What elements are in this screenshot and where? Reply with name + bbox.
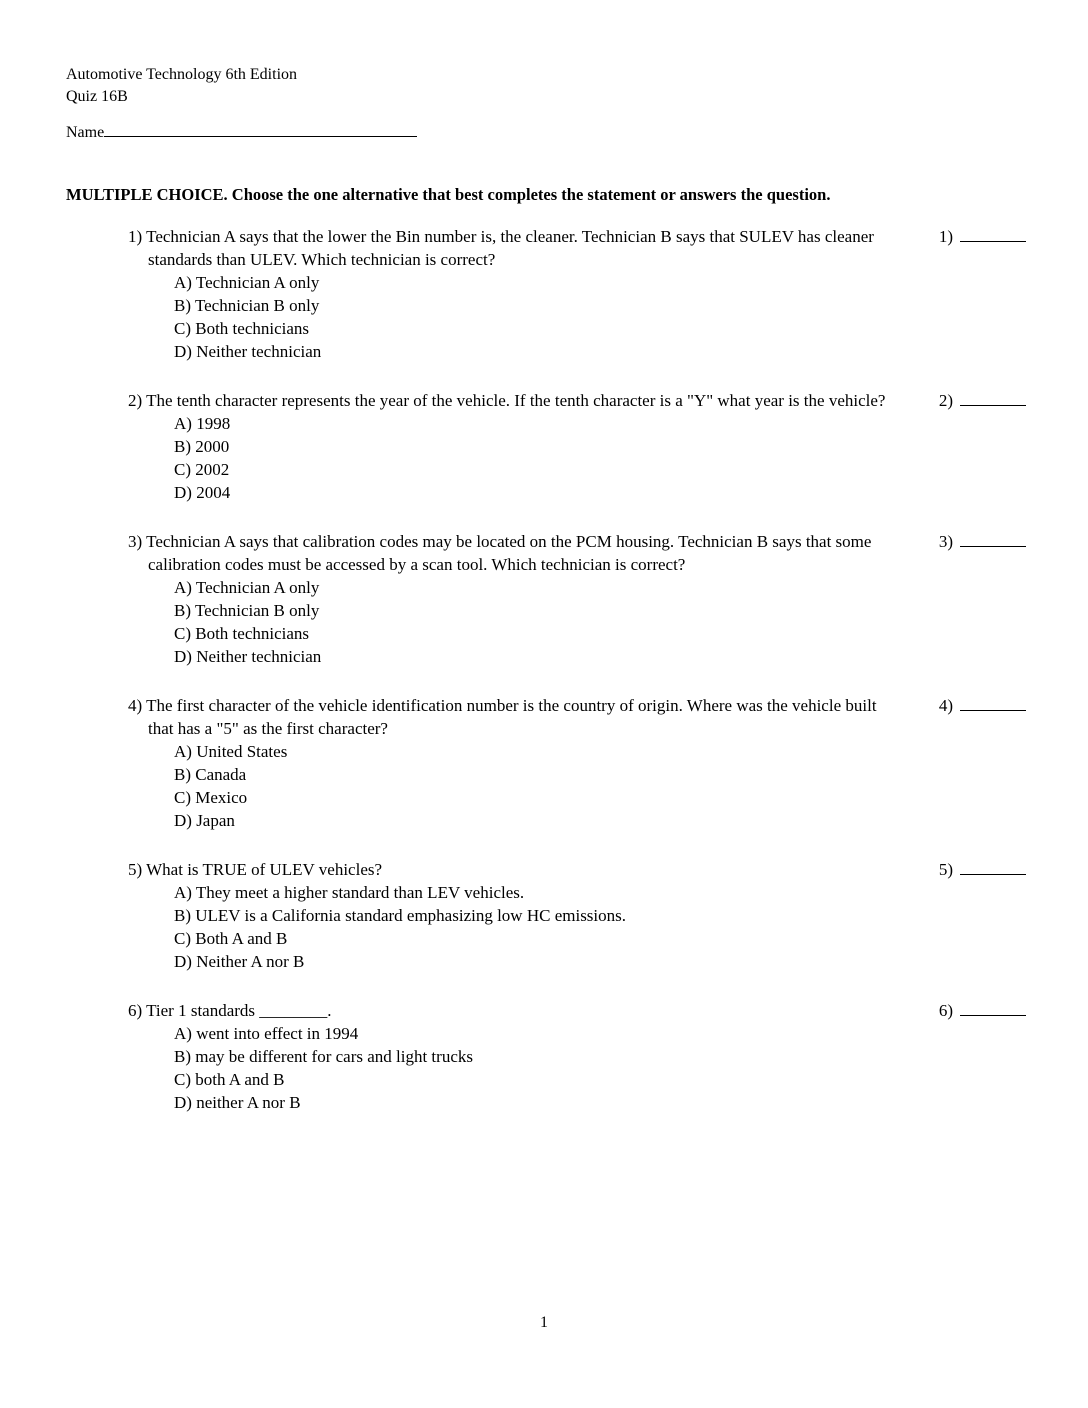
answer-option: C) Both technicians [174, 624, 310, 643]
answer-number: 2) [938, 391, 953, 410]
answer-line [960, 226, 1026, 242]
document-title: Automotive Technology 6th Edition [66, 66, 298, 83]
answer-option: B) Technician B only [174, 601, 320, 620]
instructions: MULTIPLE CHOICE. Choose the one alternative that best completes the statement or answers the question. [66, 185, 831, 204]
question-text [128, 999, 896, 1022]
answer-line [960, 390, 1026, 406]
question-block [128, 694, 1026, 832]
answer-line [960, 531, 1026, 547]
options-list [128, 271, 896, 363]
answer-blank [939, 225, 1026, 248]
answer-option: D) Neither A nor B [174, 952, 305, 971]
answer-option: B) 2000 [174, 437, 230, 456]
answer-number: 5) [938, 860, 953, 879]
answer-number: 4) [938, 696, 953, 715]
answer-option: D) 2004 [174, 483, 231, 502]
question-body: Technician A says that calibration codes may be located on the PCM housing. Technician B says that some calibration codes must be accessed by a scan tool. Which technician is correct? [146, 532, 872, 574]
answer-option: C) Both A and B [174, 929, 288, 948]
question-number: 4) [128, 696, 143, 715]
question-body: Technician A says that the lower the Bin number is, the cleaner. Technician B says that SULEV has cleaner standards than ULEV. Which technician is correct? [146, 227, 874, 269]
questions-list [128, 225, 1026, 1114]
question-number: 5) [128, 860, 143, 879]
question-text [128, 858, 896, 881]
page-number: 1 [540, 1314, 548, 1331]
answer-option: A) United States [174, 742, 288, 761]
answer-option: D) Japan [174, 811, 235, 830]
question-body: Tier 1 standards ________. [146, 1001, 332, 1020]
answer-option: D) neither A nor B [174, 1093, 301, 1112]
answer-line [960, 1000, 1026, 1016]
options-list [128, 1022, 896, 1114]
answer-blank [939, 530, 1026, 553]
options-list [128, 412, 896, 504]
question-block [128, 858, 1026, 973]
name-blank-line [104, 121, 417, 137]
answer-line [960, 859, 1026, 875]
answer-option: C) Mexico [174, 788, 248, 807]
answer-line [960, 695, 1026, 711]
question-body: What is TRUE of ULEV vehicles? [146, 860, 383, 879]
options-list [128, 881, 896, 973]
name-row [66, 121, 1026, 142]
question-text [128, 530, 896, 576]
answer-option: B) may be different for cars and light trucks [174, 1047, 473, 1066]
answer-option: A) Technician A only [174, 273, 320, 292]
answer-option: D) Neither technician [174, 342, 322, 361]
options-list [128, 740, 896, 832]
question-body: The tenth character represents the year of the vehicle. If the tenth character is a "Y" what year is the vehicle? [146, 391, 886, 410]
answer-option: D) Neither technician [174, 647, 322, 666]
answer-option: A) Technician A only [174, 578, 320, 597]
quiz-title: Quiz 16B [66, 88, 128, 105]
answer-option: B) Canada [174, 765, 247, 784]
question-number: 6) [128, 1001, 143, 1020]
question-text [128, 225, 896, 271]
options-list [128, 576, 896, 668]
document-header [66, 64, 1026, 108]
name-label: Name [66, 124, 105, 141]
question-block [128, 389, 1026, 504]
answer-option: A) They meet a higher standard than LEV vehicles. [174, 883, 525, 902]
answer-option: C) 2002 [174, 460, 230, 479]
question-text [128, 389, 896, 412]
answer-blank [939, 389, 1026, 412]
question-number: 1) [128, 227, 143, 246]
answer-option: A) went into effect in 1994 [174, 1024, 359, 1043]
answer-number: 3) [938, 532, 953, 551]
answer-option: C) both A and B [174, 1070, 285, 1089]
answer-blank [939, 694, 1026, 717]
answer-number: 6) [938, 1001, 953, 1020]
question-block [128, 999, 1026, 1114]
question-block [128, 530, 1026, 668]
answer-option: B) Technician B only [174, 296, 320, 315]
answer-blank [939, 858, 1026, 881]
question-number: 2) [128, 391, 143, 410]
answer-option: C) Both technicians [174, 319, 310, 338]
question-block [128, 225, 1026, 363]
question-text [128, 694, 896, 740]
answer-option: A) 1998 [174, 414, 231, 433]
question-body: The first character of the vehicle identification number is the country of origin. Where was the vehicle built that has a "5" as the first character? [146, 696, 877, 738]
question-number: 3) [128, 532, 143, 551]
answer-blank [939, 999, 1026, 1022]
answer-option: B) ULEV is a California standard emphasizing low HC emissions. [174, 906, 627, 925]
answer-number: 1) [938, 227, 953, 246]
